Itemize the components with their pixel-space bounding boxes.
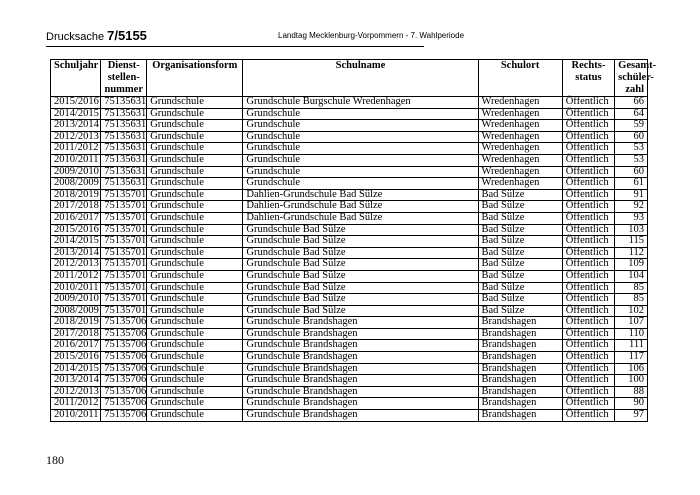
cell-schulort: Wredenhagen [478,97,562,109]
cell-schulort: Brandshagen [478,340,562,352]
cell-schuelerzahl: 53 [615,154,648,166]
cell-schuelerzahl: 110 [615,328,648,340]
cell-schulort: Wredenhagen [478,166,562,178]
cell-schulname: Grundschule [243,154,478,166]
cell-organisationsform: Grundschule [147,108,243,120]
cell-dienststellennummer: 75135701 [101,282,147,294]
cell-schulname: Grundschule Brandshagen [243,340,478,352]
table-row [51,410,648,422]
cell-schulort: Wredenhagen [478,143,562,155]
cell-rechtsstatus: Öffentlich [562,305,614,317]
cell-schuljahr: 2008/2009 [51,178,101,190]
table-row [51,201,648,213]
cell-rechtsstatus: Öffentlich [562,154,614,166]
cell-dienststellennummer: 75135701 [101,201,147,213]
cell-schuelerzahl: 61 [615,178,648,190]
cell-schuljahr: 2015/2016 [51,97,101,109]
cell-schulort: Wredenhagen [478,131,562,143]
cell-schulort: Brandshagen [478,328,562,340]
cell-rechtsstatus: Öffentlich [562,108,614,120]
cell-schuljahr: 2011/2012 [51,270,101,282]
table-row [51,294,648,306]
cell-dienststellennummer: 75135631 [101,143,147,155]
cell-schulname: Grundschule [243,131,478,143]
cell-schulort: Brandshagen [478,375,562,387]
cell-schulname: Grundschule Brandshagen [243,386,478,398]
col-header-dienststellennummer: Dienst- stellen- nummer [101,60,147,97]
cell-rechtsstatus: Öffentlich [562,317,614,329]
table-row [51,178,648,190]
cell-schuljahr: 2016/2017 [51,212,101,224]
cell-schulort: Bad Sülze [478,236,562,248]
cell-rechtsstatus: Öffentlich [562,410,614,422]
cell-organisationsform: Grundschule [147,340,243,352]
cell-rechtsstatus: Öffentlich [562,294,614,306]
cell-rechtsstatus: Öffentlich [562,178,614,190]
cell-organisationsform: Grundschule [147,201,243,213]
cell-dienststellennummer: 75135701 [101,270,147,282]
col-header-schuljahr: Schuljahr [51,60,101,97]
cell-dienststellennummer: 75135706 [101,375,147,387]
table-row [51,120,648,132]
cell-schuelerzahl: 115 [615,236,648,248]
cell-organisationsform: Grundschule [147,97,243,109]
cell-organisationsform: Grundschule [147,328,243,340]
cell-schulname: Dahlien-Grundschule Bad Sülze [243,189,478,201]
cell-schulort: Brandshagen [478,410,562,422]
cell-organisationsform: Grundschule [147,282,243,294]
cell-dienststellennummer: 75135631 [101,108,147,120]
cell-schuljahr: 2014/2015 [51,363,101,375]
cell-schuljahr: 2011/2012 [51,398,101,410]
table-row [51,247,648,259]
cell-schulort: Brandshagen [478,363,562,375]
cell-schuelerzahl: 97 [615,410,648,422]
cell-schuelerzahl: 59 [615,120,648,132]
cell-rechtsstatus: Öffentlich [562,201,614,213]
cell-schulort: Bad Sülze [478,224,562,236]
cell-schuelerzahl: 66 [615,97,648,109]
cell-schuljahr: 2012/2013 [51,131,101,143]
table-row [51,224,648,236]
cell-schulort: Wredenhagen [478,178,562,190]
table-row [51,317,648,329]
cell-organisationsform: Grundschule [147,189,243,201]
cell-dienststellennummer: 75135631 [101,166,147,178]
col-header-rechtsstatus: Rechts- status [562,60,614,97]
cell-schulort: Bad Sülze [478,282,562,294]
document-id [46,28,147,43]
cell-schuelerzahl: 103 [615,224,648,236]
cell-schulname: Grundschule Brandshagen [243,398,478,410]
schools-table [50,59,657,422]
cell-schulort: Brandshagen [478,352,562,364]
col-header-organisationsform: Organisationsform [147,60,243,97]
table-row [51,340,648,352]
cell-schuljahr: 2012/2013 [51,386,101,398]
cell-schuelerzahl: 90 [615,398,648,410]
cell-schulort: Bad Sülze [478,201,562,213]
cell-dienststellennummer: 75135706 [101,340,147,352]
cell-schulort: Wredenhagen [478,108,562,120]
cell-rechtsstatus: Öffentlich [562,375,614,387]
col-header-gesamtschuelerzahl: Gesamt- schüler- zahl [615,60,648,97]
cell-dienststellennummer: 75135631 [101,178,147,190]
page-number: 180 [46,453,64,467]
cell-schulort: Bad Sülze [478,259,562,271]
cell-schulort: Brandshagen [478,386,562,398]
cell-organisationsform: Grundschule [147,154,243,166]
header-rule [46,46,424,47]
cell-schulname: Grundschule Bad Sülze [243,259,478,271]
cell-organisationsform: Grundschule [147,270,243,282]
cell-dienststellennummer: 75135701 [101,189,147,201]
table-row [51,108,648,120]
cell-rechtsstatus: Öffentlich [562,259,614,271]
table-row [51,305,648,317]
cell-organisationsform: Grundschule [147,259,243,271]
cell-dienststellennummer: 75135701 [101,212,147,224]
cell-schulname: Grundschule [243,120,478,132]
cell-rechtsstatus: Öffentlich [562,97,614,109]
cell-schulname: Dahlien-Grundschule Bad Sülze [243,201,478,213]
cell-schulort: Bad Sülze [478,212,562,224]
cell-schulname: Grundschule Bad Sülze [243,282,478,294]
cell-schuljahr: 2013/2014 [51,120,101,132]
cell-schuljahr: 2010/2011 [51,282,101,294]
cell-schuelerzahl: 93 [615,212,648,224]
cell-schulort: Brandshagen [478,398,562,410]
cell-rechtsstatus: Öffentlich [562,363,614,375]
cell-organisationsform: Grundschule [147,247,243,259]
cell-schuljahr: 2012/2013 [51,259,101,271]
cell-organisationsform: Grundschule [147,352,243,364]
cell-dienststellennummer: 75135706 [101,363,147,375]
table-row [51,259,648,271]
cell-dienststellennummer: 75135631 [101,97,147,109]
cell-organisationsform: Grundschule [147,166,243,178]
cell-schulort: Bad Sülze [478,270,562,282]
cell-dienststellennummer: 75135706 [101,317,147,329]
table-row [51,131,648,143]
table-row [51,282,648,294]
cell-rechtsstatus: Öffentlich [562,247,614,259]
cell-dienststellennummer: 75135701 [101,305,147,317]
cell-rechtsstatus: Öffentlich [562,328,614,340]
cell-rechtsstatus: Öffentlich [562,166,614,178]
cell-schuljahr: 2013/2014 [51,247,101,259]
cell-rechtsstatus: Öffentlich [562,131,614,143]
cell-schulort: Bad Sülze [478,189,562,201]
cell-schuelerzahl: 92 [615,201,648,213]
cell-schuelerzahl: 60 [615,131,648,143]
cell-organisationsform: Grundschule [147,294,243,306]
cell-dienststellennummer: 75135701 [101,294,147,306]
table-row [51,363,648,375]
cell-dienststellennummer: 75135706 [101,352,147,364]
cell-rechtsstatus: Öffentlich [562,120,614,132]
cell-schulort: Wredenhagen [478,154,562,166]
cell-schuelerzahl: 53 [615,143,648,155]
cell-schuelerzahl: 88 [615,386,648,398]
doc-number: 7/5155 [107,28,147,43]
cell-rechtsstatus: Öffentlich [562,236,614,248]
cell-schuelerzahl: 91 [615,189,648,201]
cell-schulname: Grundschule Brandshagen [243,328,478,340]
cell-schuelerzahl: 111 [615,340,648,352]
cell-organisationsform: Grundschule [147,410,243,422]
cell-organisationsform: Grundschule [147,305,243,317]
document-title: Landtag Mecklenburg-Vorpommern - 7. Wahlperiode [278,31,465,40]
cell-schulname: Grundschule Bad Sülze [243,270,478,282]
cell-schuelerzahl: 109 [615,259,648,271]
cell-organisationsform: Grundschule [147,224,243,236]
cell-schulname: Grundschule Brandshagen [243,317,478,329]
cell-schuljahr: 2013/2014 [51,375,101,387]
cell-organisationsform: Grundschule [147,398,243,410]
cell-dienststellennummer: 75135706 [101,386,147,398]
table-row [51,375,648,387]
cell-schuelerzahl: 100 [615,375,648,387]
cell-dienststellennummer: 75135631 [101,120,147,132]
table-body [51,97,648,422]
cell-schuljahr: 2010/2011 [51,154,101,166]
cell-organisationsform: Grundschule [147,236,243,248]
cell-schulname: Grundschule [243,178,478,190]
cell-schulname: Grundschule Brandshagen [243,410,478,422]
cell-dienststellennummer: 75135701 [101,247,147,259]
cell-organisationsform: Grundschule [147,143,243,155]
cell-schuljahr: 2015/2016 [51,224,101,236]
table-row [51,270,648,282]
cell-rechtsstatus: Öffentlich [562,386,614,398]
cell-organisationsform: Grundschule [147,120,243,132]
cell-rechtsstatus: Öffentlich [562,282,614,294]
cell-organisationsform: Grundschule [147,178,243,190]
cell-schulort: Bad Sülze [478,305,562,317]
table-row [51,166,648,178]
col-header-schulname: Schulname [243,60,478,97]
cell-schulname: Grundschule Bad Sülze [243,247,478,259]
cell-rechtsstatus: Öffentlich [562,340,614,352]
cell-dienststellennummer: 75135631 [101,154,147,166]
cell-dienststellennummer: 75135701 [101,224,147,236]
table-row [51,398,648,410]
cell-schulname: Grundschule Burgschule Wredenhagen [243,97,478,109]
cell-schuljahr: 2011/2012 [51,143,101,155]
cell-schuljahr: 2010/2011 [51,410,101,422]
cell-organisationsform: Grundschule [147,386,243,398]
cell-schuljahr: 2016/2017 [51,340,101,352]
cell-organisationsform: Grundschule [147,212,243,224]
table-row [51,236,648,248]
cell-schuljahr: 2015/2016 [51,352,101,364]
cell-organisationsform: Grundschule [147,317,243,329]
cell-schulname: Grundschule [243,108,478,120]
cell-dienststellennummer: 75135701 [101,259,147,271]
cell-schuljahr: 2017/2018 [51,328,101,340]
col-header-schulort: Schulort [478,60,562,97]
cell-schuelerzahl: 107 [615,317,648,329]
cell-rechtsstatus: Öffentlich [562,270,614,282]
table-row [51,352,648,364]
cell-rechtsstatus: Öffentlich [562,398,614,410]
table-row [51,328,648,340]
cell-dienststellennummer: 75135631 [101,131,147,143]
cell-schulname: Grundschule Bad Sülze [243,294,478,306]
cell-schuelerzahl: 104 [615,270,648,282]
cell-schulname: Grundschule Bad Sülze [243,224,478,236]
cell-schuelerzahl: 85 [615,294,648,306]
cell-schulname: Grundschule Brandshagen [243,352,478,364]
cell-schuljahr: 2009/2010 [51,166,101,178]
cell-schulort: Brandshagen [478,317,562,329]
cell-schuelerzahl: 112 [615,247,648,259]
cell-rechtsstatus: Öffentlich [562,189,614,201]
doc-label: Drucksache [46,31,105,43]
cell-schuelerzahl: 64 [615,108,648,120]
cell-schuelerzahl: 85 [615,282,648,294]
cell-schuljahr: 2018/2019 [51,317,101,329]
cell-schuelerzahl: 60 [615,166,648,178]
cell-schulname: Grundschule Bad Sülze [243,305,478,317]
cell-schuljahr: 2014/2015 [51,236,101,248]
table-row [51,97,648,109]
cell-schulname: Grundschule Brandshagen [243,375,478,387]
cell-schulname: Grundschule Bad Sülze [243,236,478,248]
cell-schuelerzahl: 106 [615,363,648,375]
cell-schulort: Wredenhagen [478,120,562,132]
cell-organisationsform: Grundschule [147,363,243,375]
cell-schuelerzahl: 102 [615,305,648,317]
cell-schulname: Grundschule [243,166,478,178]
table-header-row [51,60,648,97]
cell-schulname: Grundschule Brandshagen [243,363,478,375]
cell-schuljahr: 2008/2009 [51,305,101,317]
cell-schuljahr: 2017/2018 [51,201,101,213]
cell-dienststellennummer: 75135706 [101,410,147,422]
cell-dienststellennummer: 75135701 [101,236,147,248]
table-row [51,212,648,224]
cell-schulort: Bad Sülze [478,294,562,306]
cell-rechtsstatus: Öffentlich [562,143,614,155]
cell-schuelerzahl: 117 [615,352,648,364]
cell-rechtsstatus: Öffentlich [562,352,614,364]
table-row [51,386,648,398]
table-row [51,143,648,155]
cell-organisationsform: Grundschule [147,375,243,387]
cell-schulname: Grundschule [243,143,478,155]
cell-schuljahr: 2014/2015 [51,108,101,120]
table-row [51,154,648,166]
cell-dienststellennummer: 75135706 [101,398,147,410]
cell-rechtsstatus: Öffentlich [562,212,614,224]
cell-dienststellennummer: 75135706 [101,328,147,340]
cell-rechtsstatus: Öffentlich [562,224,614,236]
table-row [51,189,648,201]
cell-schuljahr: 2018/2019 [51,189,101,201]
cell-organisationsform: Grundschule [147,131,243,143]
cell-schulort: Bad Sülze [478,247,562,259]
cell-schulname: Dahlien-Grundschule Bad Sülze [243,212,478,224]
cell-schuljahr: 2009/2010 [51,294,101,306]
